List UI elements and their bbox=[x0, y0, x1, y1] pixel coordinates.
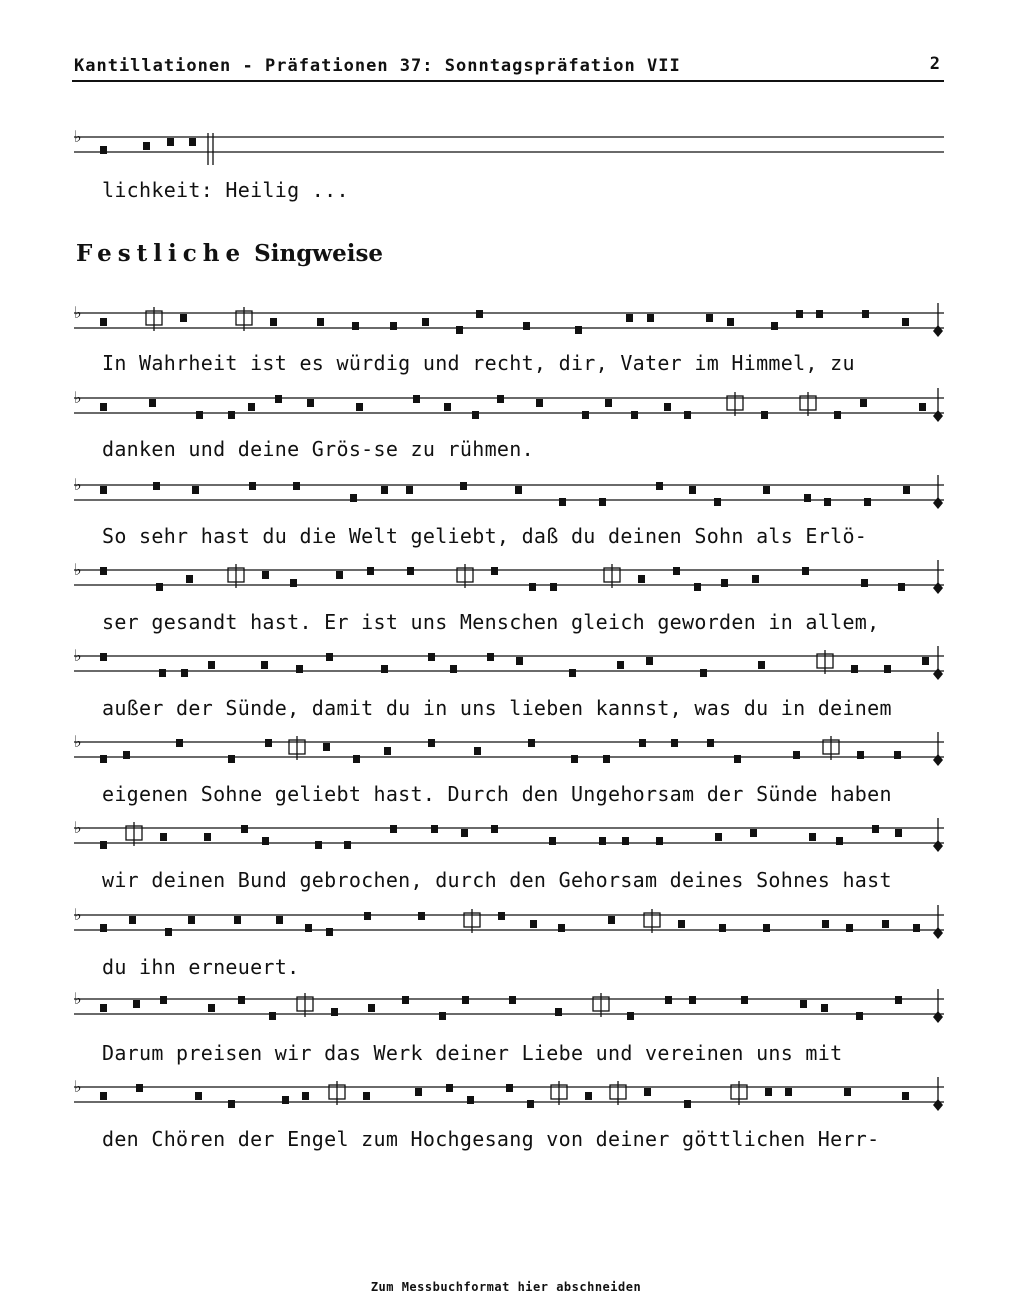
end-diamond bbox=[933, 754, 943, 766]
neume-note bbox=[872, 825, 879, 833]
neume-note bbox=[472, 411, 479, 419]
neume-note bbox=[270, 318, 277, 326]
neume-note bbox=[599, 498, 606, 506]
neume-note bbox=[822, 920, 829, 928]
neume-note bbox=[824, 498, 831, 506]
neume-note bbox=[282, 1096, 289, 1104]
neume-note bbox=[530, 920, 537, 928]
neume-note bbox=[689, 486, 696, 494]
flat-icon: ♭ bbox=[74, 1077, 82, 1096]
flat-icon: ♭ bbox=[74, 732, 82, 751]
end-diamond bbox=[933, 840, 943, 852]
neume-note bbox=[509, 996, 516, 1004]
flat-icon: ♭ bbox=[74, 127, 82, 146]
neume-note bbox=[721, 579, 728, 587]
neume-note bbox=[922, 657, 929, 665]
lyric-line: eigenen Sohne geliebt hast. Durch den Ungehorsam der Sünde haben bbox=[102, 782, 892, 806]
neume-note bbox=[317, 318, 324, 326]
neume-note bbox=[761, 411, 768, 419]
lyric-line: den Chören der Engel zum Hochgesang von deiner göttlichen Herr- bbox=[102, 1127, 880, 1151]
neume-note bbox=[446, 1084, 453, 1092]
neume-note bbox=[336, 571, 343, 579]
neume-note bbox=[189, 138, 196, 146]
neume-note bbox=[715, 833, 722, 841]
neume-note bbox=[665, 996, 672, 1004]
neume-note bbox=[476, 310, 483, 318]
neume-note bbox=[290, 579, 297, 587]
neume-note bbox=[100, 924, 107, 932]
neume-note bbox=[431, 825, 438, 833]
neume-note bbox=[763, 924, 770, 932]
neume-note bbox=[331, 1008, 338, 1016]
neume-note bbox=[228, 411, 235, 419]
neume-note bbox=[234, 916, 241, 924]
neume-note bbox=[894, 751, 901, 759]
neume-note bbox=[527, 1100, 534, 1108]
neume-note bbox=[707, 739, 714, 747]
neume-note bbox=[491, 567, 498, 575]
neume-note bbox=[902, 318, 909, 326]
neume-note bbox=[719, 924, 726, 932]
neume-note bbox=[684, 1100, 691, 1108]
neume-note bbox=[326, 928, 333, 936]
neume-note bbox=[192, 486, 199, 494]
neume-note bbox=[180, 314, 187, 322]
lyric-line: ser gesandt hast. Er ist uns Menschen gleich geworden in allem, bbox=[102, 610, 880, 634]
neume-note bbox=[684, 411, 691, 419]
neume-note bbox=[856, 1012, 863, 1020]
neume-note bbox=[582, 411, 589, 419]
end-diamond bbox=[933, 582, 943, 594]
neume-note bbox=[575, 326, 582, 334]
neume-note bbox=[208, 661, 215, 669]
neume-note bbox=[356, 403, 363, 411]
neume-note bbox=[599, 837, 606, 845]
neume-note bbox=[269, 1012, 276, 1020]
neume-note bbox=[439, 1012, 446, 1020]
neume-note bbox=[384, 747, 391, 755]
neume-note bbox=[307, 399, 314, 407]
lyric-line: wir deinen Bund gebrochen, durch den Gehorsam deines Sohnes hast bbox=[102, 868, 892, 892]
flat-icon: ♭ bbox=[74, 388, 82, 407]
neume-note bbox=[368, 1004, 375, 1012]
neume-note bbox=[638, 575, 645, 583]
neume-note bbox=[143, 142, 150, 150]
neume-note bbox=[898, 583, 905, 591]
neume-note bbox=[208, 1004, 215, 1012]
neume-note bbox=[793, 751, 800, 759]
neume-note bbox=[752, 575, 759, 583]
header-title: Kantillationen - Präfationen 37: Sonntagspräfation VII bbox=[74, 56, 681, 76]
neume-note bbox=[261, 661, 268, 669]
neume-note bbox=[467, 1096, 474, 1104]
neume-note bbox=[646, 657, 653, 665]
neume-note bbox=[428, 739, 435, 747]
neume-note bbox=[165, 928, 172, 936]
neume-note bbox=[487, 653, 494, 661]
neume-note bbox=[460, 482, 467, 490]
neume-note bbox=[804, 494, 811, 502]
neume-note bbox=[857, 751, 864, 759]
neume-note bbox=[528, 739, 535, 747]
neume-note bbox=[647, 314, 654, 322]
neume-note bbox=[249, 482, 256, 490]
page-number: 2 bbox=[929, 54, 940, 74]
neume-note bbox=[262, 571, 269, 579]
neume-note bbox=[406, 486, 413, 494]
neume-note bbox=[350, 494, 357, 502]
lyric-line: du ihn erneuert. bbox=[102, 955, 300, 979]
neume-note bbox=[516, 657, 523, 665]
neume-note bbox=[882, 920, 889, 928]
neume-note bbox=[160, 833, 167, 841]
lyric-line: Darum preisen wir das Werk deiner Liebe und vereinen uns mit bbox=[102, 1041, 843, 1065]
neume-note bbox=[296, 665, 303, 673]
neume-note bbox=[367, 567, 374, 575]
neume-note bbox=[352, 322, 359, 330]
neume-note bbox=[836, 837, 843, 845]
neume-note bbox=[326, 653, 333, 661]
neume-note bbox=[559, 498, 566, 506]
neume-note bbox=[639, 739, 646, 747]
neume-note bbox=[884, 665, 891, 673]
neume-note bbox=[275, 395, 282, 403]
neume-note bbox=[671, 739, 678, 747]
neume-note bbox=[100, 403, 107, 411]
flat-icon: ♭ bbox=[74, 560, 82, 579]
neume-note bbox=[605, 399, 612, 407]
neume-note bbox=[758, 661, 765, 669]
neume-note bbox=[100, 486, 107, 494]
neume-note bbox=[851, 665, 858, 673]
flat-icon: ♭ bbox=[74, 303, 82, 322]
neume-note bbox=[656, 482, 663, 490]
neume-note bbox=[238, 996, 245, 1004]
lyric-line: So sehr hast du die Welt geliebt, daß du deinen Sohn als Erlö- bbox=[102, 524, 868, 548]
neume-note bbox=[714, 498, 721, 506]
neume-note bbox=[444, 403, 451, 411]
neume-note bbox=[809, 833, 816, 841]
flat-icon: ♭ bbox=[74, 818, 82, 837]
neume-note bbox=[861, 579, 868, 587]
neume-note bbox=[834, 411, 841, 419]
neume-note bbox=[123, 751, 130, 759]
neume-note bbox=[664, 403, 671, 411]
section-heading bbox=[76, 240, 383, 267]
neume-note bbox=[706, 314, 713, 322]
end-diamond bbox=[933, 325, 943, 337]
neume-note bbox=[156, 583, 163, 591]
neume-note bbox=[204, 833, 211, 841]
neume-note bbox=[498, 912, 505, 920]
neume-note bbox=[265, 739, 272, 747]
neume-note bbox=[153, 482, 160, 490]
neume-note bbox=[381, 486, 388, 494]
neume-note bbox=[864, 498, 871, 506]
neume-note bbox=[323, 743, 330, 751]
neume-note bbox=[186, 575, 193, 583]
neume-note bbox=[100, 567, 107, 575]
end-diamond bbox=[933, 497, 943, 509]
flat-icon: ♭ bbox=[74, 989, 82, 1008]
neume-note bbox=[402, 996, 409, 1004]
neume-note bbox=[100, 1004, 107, 1012]
neume-note bbox=[727, 318, 734, 326]
end-diamond bbox=[933, 927, 943, 939]
neume-note bbox=[919, 403, 926, 411]
neume-note bbox=[136, 1084, 143, 1092]
neume-note bbox=[491, 825, 498, 833]
neume-note bbox=[462, 996, 469, 1004]
neume-note bbox=[626, 314, 633, 322]
neume-note bbox=[315, 841, 322, 849]
neume-note bbox=[196, 411, 203, 419]
neume-note bbox=[181, 669, 188, 677]
neume-note bbox=[734, 755, 741, 763]
neume-note bbox=[631, 411, 638, 419]
neume-note bbox=[100, 653, 107, 661]
neume-note bbox=[673, 567, 680, 575]
neume-note bbox=[862, 310, 869, 318]
neume-note bbox=[100, 1092, 107, 1100]
neume-note bbox=[129, 916, 136, 924]
lyric-line: außer der Sünde, damit du in uns lieben kannst, was du in deinem bbox=[102, 696, 892, 720]
neume-note bbox=[585, 1092, 592, 1100]
neume-note bbox=[608, 916, 615, 924]
neume-note bbox=[555, 1008, 562, 1016]
neume-note bbox=[895, 829, 902, 837]
neume-note bbox=[569, 669, 576, 677]
neume-note bbox=[188, 916, 195, 924]
neume-note bbox=[644, 1088, 651, 1096]
neume-note bbox=[195, 1092, 202, 1100]
neume-note bbox=[571, 755, 578, 763]
neume-note bbox=[353, 755, 360, 763]
neume-note bbox=[694, 583, 701, 591]
neume-note bbox=[390, 322, 397, 330]
neume-note bbox=[802, 567, 809, 575]
neume-note bbox=[816, 310, 823, 318]
neume-note bbox=[627, 1012, 634, 1020]
neume-note bbox=[622, 837, 629, 845]
neume-note bbox=[497, 395, 504, 403]
neume-note bbox=[903, 486, 910, 494]
cut-line-note: Zum Messbuchformat hier abschneiden bbox=[370, 1280, 642, 1294]
neume-note bbox=[344, 841, 351, 849]
neume-note bbox=[750, 829, 757, 837]
neume-note bbox=[461, 829, 468, 837]
neume-note bbox=[515, 486, 522, 494]
neume-note bbox=[821, 1004, 828, 1012]
neume-note bbox=[523, 322, 530, 330]
neume-note bbox=[741, 996, 748, 1004]
neume-note bbox=[902, 1092, 909, 1100]
neume-note bbox=[700, 669, 707, 677]
neume-note bbox=[846, 924, 853, 932]
neume-note bbox=[550, 583, 557, 591]
neume-note bbox=[159, 669, 166, 677]
neume-note bbox=[133, 1000, 140, 1008]
neume-note bbox=[149, 399, 156, 407]
neume-note bbox=[228, 1100, 235, 1108]
neume-note bbox=[160, 996, 167, 1004]
end-diamond bbox=[933, 1011, 943, 1023]
neume-note bbox=[381, 665, 388, 673]
flat-icon: ♭ bbox=[74, 475, 82, 494]
lyric-line: lichkeit: Heilig ... bbox=[102, 178, 349, 202]
neume-note bbox=[248, 403, 255, 411]
neume-note bbox=[293, 482, 300, 490]
neume-note bbox=[167, 138, 174, 146]
neume-note bbox=[549, 837, 556, 845]
lyric-line: danken und deine Grös-se zu rühmen. bbox=[102, 437, 534, 461]
lyric-line: In Wahrheit ist es würdig und recht, dir, Vater im Himmel, zu bbox=[102, 351, 855, 375]
neume-note bbox=[364, 912, 371, 920]
neume-note bbox=[413, 395, 420, 403]
neume-note bbox=[913, 924, 920, 932]
neume-note bbox=[617, 661, 624, 669]
flat-icon: ♭ bbox=[74, 905, 82, 924]
neume-note bbox=[456, 326, 463, 334]
end-diamond bbox=[933, 1099, 943, 1111]
neume-note bbox=[428, 653, 435, 661]
neume-note bbox=[603, 755, 610, 763]
neume-note bbox=[422, 318, 429, 326]
neume-note bbox=[474, 747, 481, 755]
end-diamond bbox=[933, 410, 943, 422]
neume-note bbox=[100, 146, 107, 154]
heading-rest: Singweise bbox=[254, 240, 384, 267]
neume-note bbox=[100, 755, 107, 763]
neume-note bbox=[558, 924, 565, 932]
neume-note bbox=[678, 920, 685, 928]
neume-note bbox=[689, 996, 696, 1004]
neume-note bbox=[262, 837, 269, 845]
neume-note bbox=[800, 1000, 807, 1008]
neume-note bbox=[529, 583, 536, 591]
neume-note bbox=[100, 318, 107, 326]
heading-spaced: Festliche bbox=[76, 240, 247, 267]
neume-note bbox=[407, 567, 414, 575]
neume-note bbox=[228, 755, 235, 763]
neume-note bbox=[771, 322, 778, 330]
neume-note bbox=[765, 1088, 772, 1096]
neume-note bbox=[415, 1088, 422, 1096]
neume-note bbox=[176, 739, 183, 747]
neume-note bbox=[241, 825, 248, 833]
neume-note bbox=[100, 841, 107, 849]
neume-note bbox=[844, 1088, 851, 1096]
end-diamond bbox=[933, 668, 943, 680]
neume-note bbox=[302, 1092, 309, 1100]
neume-note bbox=[450, 665, 457, 673]
neume-note bbox=[506, 1084, 513, 1092]
neume-note bbox=[418, 912, 425, 920]
neume-note bbox=[656, 837, 663, 845]
neume-note bbox=[390, 825, 397, 833]
neume-note bbox=[363, 1092, 370, 1100]
neume-note bbox=[895, 996, 902, 1004]
neume-note bbox=[796, 310, 803, 318]
neume-note bbox=[860, 399, 867, 407]
neume-note bbox=[276, 916, 283, 924]
neume-note bbox=[785, 1088, 792, 1096]
neume-note bbox=[536, 399, 543, 407]
neume-note bbox=[763, 486, 770, 494]
flat-icon: ♭ bbox=[74, 646, 82, 665]
neume-note bbox=[305, 924, 312, 932]
